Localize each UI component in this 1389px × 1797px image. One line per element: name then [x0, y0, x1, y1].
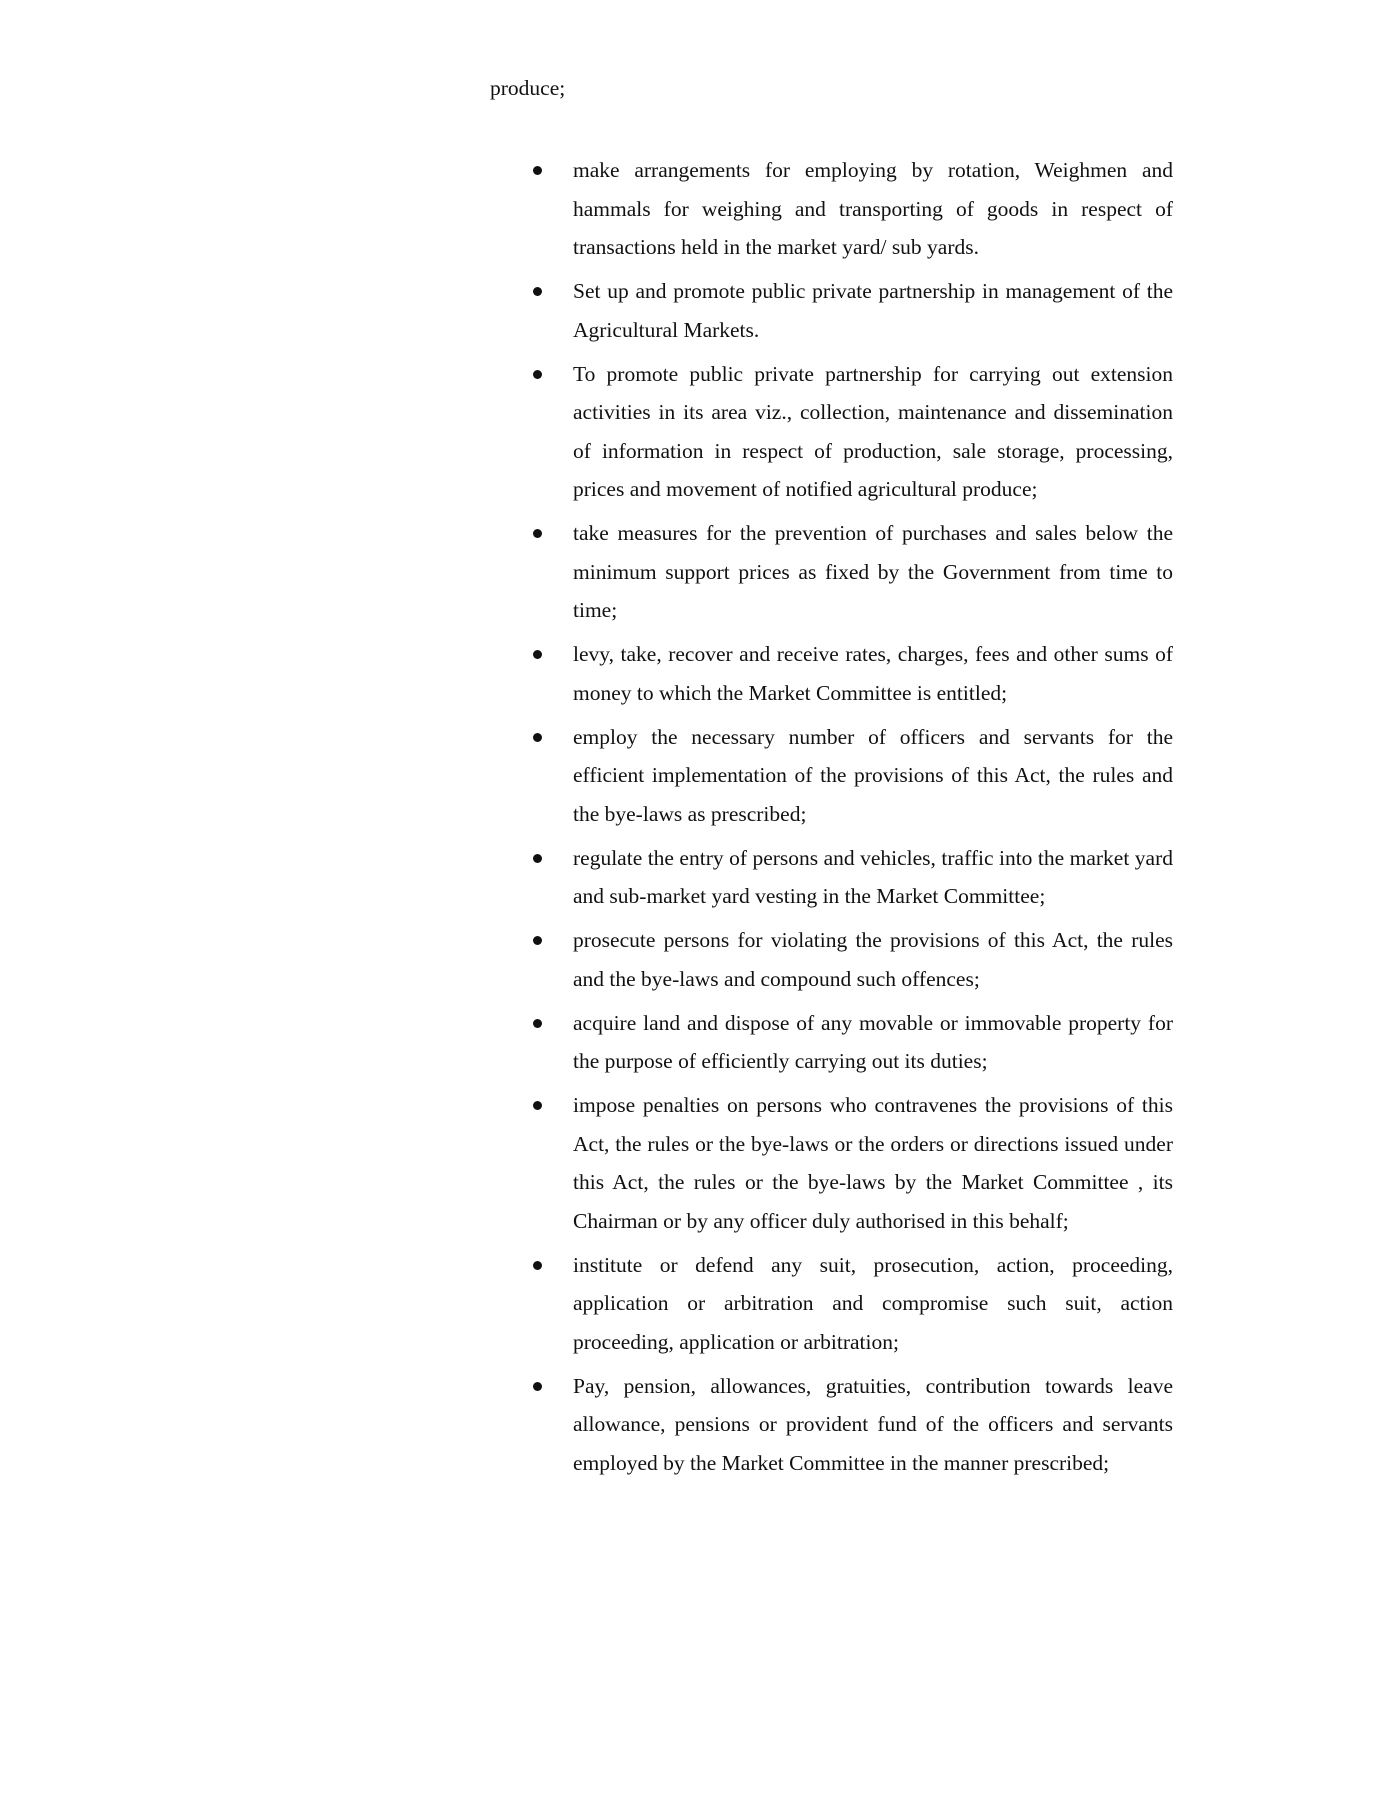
list-item-text: levy, take, recover and receive rates, charges, fees and other sums of money to which the Market Committee is entitled; [573, 642, 1173, 705]
list-item-text: take measures for the prevention of purchases and sales below the minimum support prices as fixed by the Government from time to time; [573, 521, 1173, 622]
list-item-text: To promote public private partnership for carrying out extension activities in its area viz., collection, maintenance and dissemination of information in respect of production, sale storage, processing, prices and movement of notified agricultural produce; [573, 361, 1173, 501]
bullet-icon [533, 936, 542, 945]
bullet-icon [533, 370, 542, 379]
list-item-text: institute or defend any suit, prosecution, action, proceeding, application or arbitration and compromise such suit, action proceeding, application or arbitration; [573, 1252, 1173, 1354]
bullet-icon [533, 1101, 542, 1110]
duties-bullet-list [533, 151, 1173, 1488]
bullet-icon [533, 287, 542, 296]
list-item-text: prosecute persons for violating the provisions of this Act, the rules and the bye-laws and compound such offences; [573, 928, 1173, 991]
bullet-icon [533, 1019, 542, 1028]
list-item-text: impose penalties on persons who contravenes the provisions of this Act, the rules or the bye-laws or the orders or directions issued under this Act, the rules or the bye-laws by the Market Committee , its Chairman or by any officer duly authorised in this behalf; [573, 1093, 1173, 1233]
list-item [533, 921, 1173, 998]
bullet-icon [533, 529, 542, 538]
list-item [533, 1246, 1173, 1362]
list-item [533, 355, 1173, 509]
list-item-text: make arrangements for employing by rotation, Weighmen and hammals for weighing and transporting of goods in respect of transactions held in the market yard/ sub yards. [573, 158, 1173, 259]
bullet-icon [533, 166, 542, 175]
list-item [533, 1367, 1173, 1483]
list-item-text: Pay, pension, allowances, gratuities, contribution towards leave allowance, pensions or provident fund of the officers and servants employed by the Market Committee in the manner prescribed; [573, 1373, 1173, 1475]
list-item [533, 1004, 1173, 1081]
list-item-text: employ the necessary number of officers and servants for the efficient implementation of the provisions of this Act, the rules and the bye-laws as prescribed; [573, 724, 1173, 826]
list-item [533, 272, 1173, 349]
list-item-text: regulate the entry of persons and vehicles, traffic into the market yard and sub-market yard vesting in the Market Committee; [573, 845, 1173, 908]
list-item-text: acquire land and dispose of any movable or immovable property for the purpose of efficiently carrying out its duties; [573, 1010, 1173, 1073]
bullet-icon [533, 1261, 542, 1270]
list-item [533, 1086, 1173, 1240]
lead-text-fragment: produce; [490, 76, 566, 100]
bullet-icon [533, 1382, 542, 1391]
bullet-icon [533, 650, 542, 659]
list-item [533, 514, 1173, 630]
list-item [533, 635, 1173, 712]
bullet-icon [533, 854, 542, 863]
list-item [533, 718, 1173, 834]
list-item [533, 839, 1173, 916]
bullet-icon [533, 733, 542, 742]
list-item-text: Set up and promote public private partnership in management of the Agricultural Markets. [573, 279, 1173, 342]
list-item [533, 151, 1173, 267]
